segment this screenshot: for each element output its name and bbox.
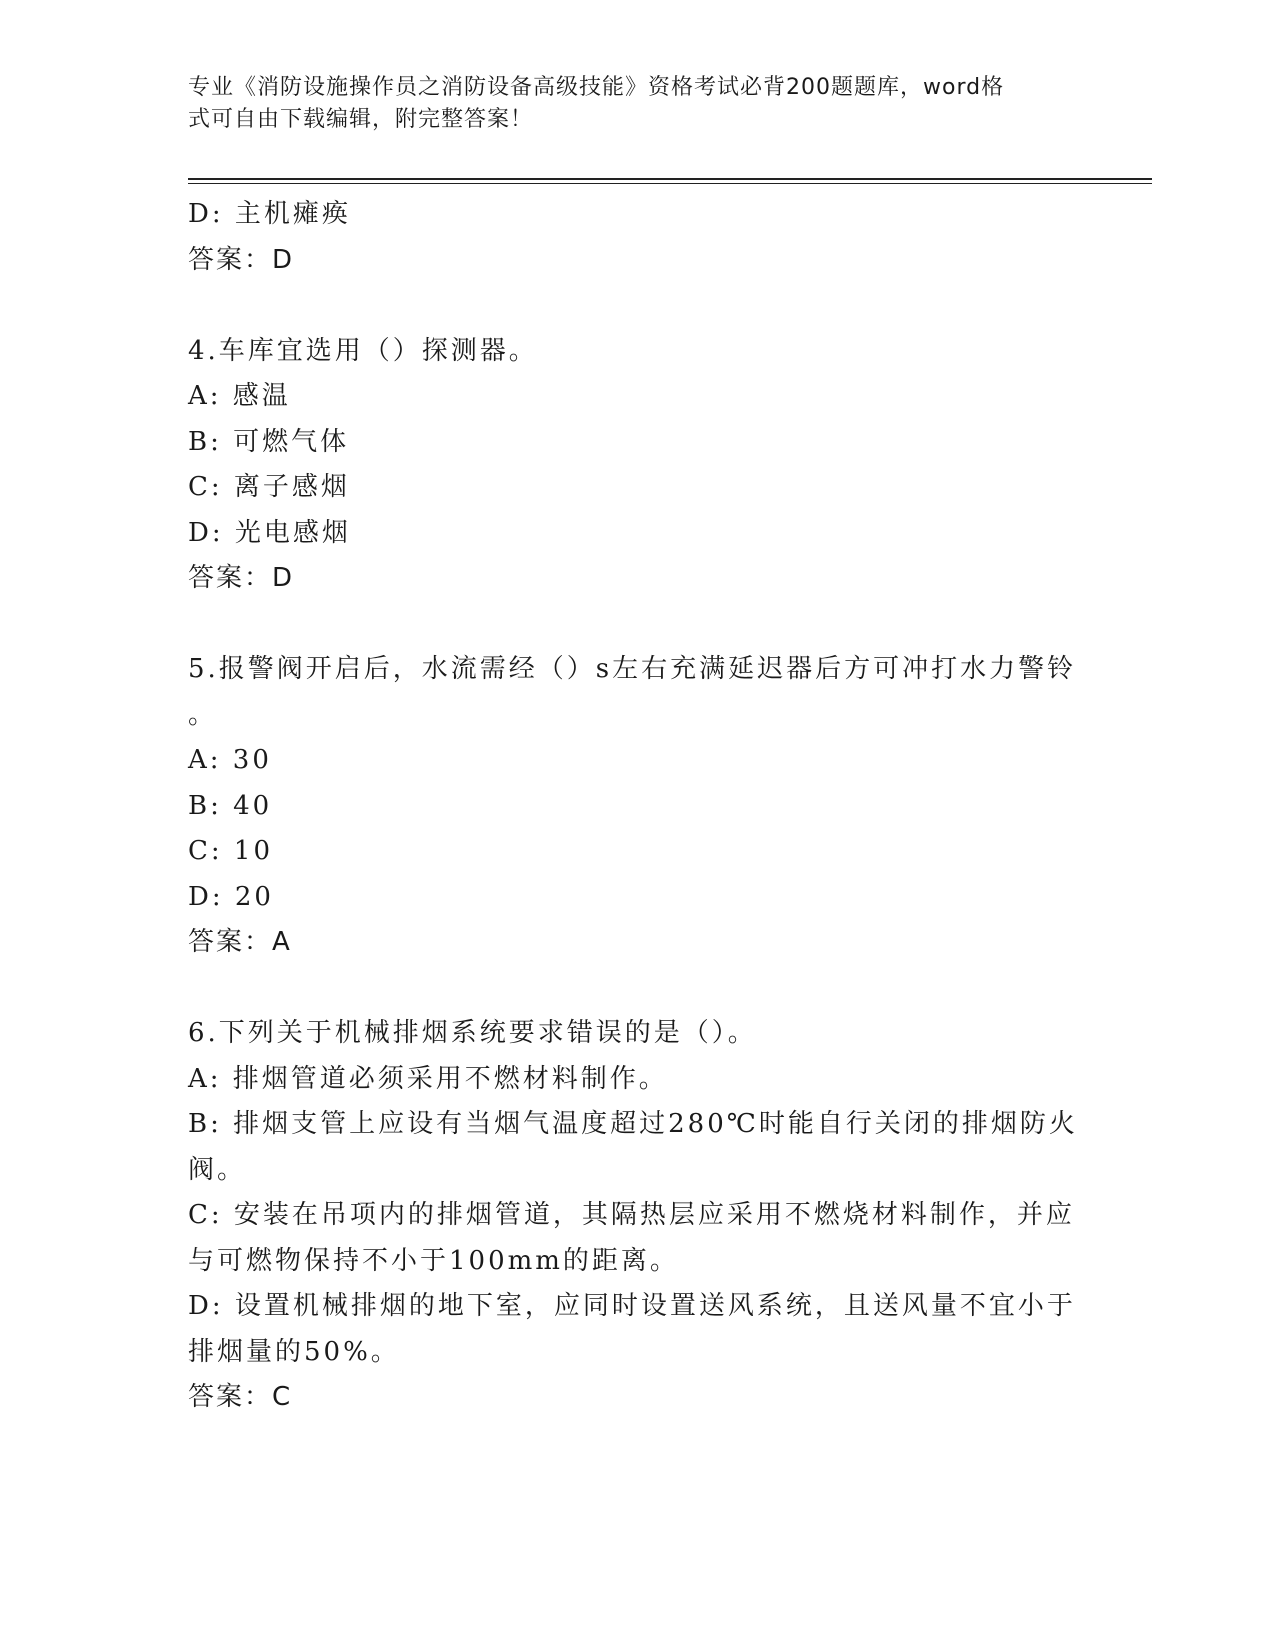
question-stem: 4.车库宜选用（）探测器。 bbox=[188, 335, 538, 366]
option-d: D: 设置机械排烟的地下室，应同时设置送风系统，且送风量不宜小于 bbox=[188, 1291, 1076, 1321]
spacer bbox=[188, 283, 1088, 329]
spacer bbox=[188, 602, 1088, 648]
answer-label: 答案：C bbox=[188, 1382, 293, 1412]
question-5 bbox=[188, 647, 1088, 966]
question-stem-continued: 。 bbox=[188, 699, 218, 730]
option-b: B: 排烟支管上应设有当烟气温度超过280℃时能自行关闭的排烟防火 bbox=[188, 1109, 1078, 1139]
header-divider-thick bbox=[188, 178, 1152, 180]
option-a: A: 30 bbox=[188, 745, 272, 775]
option-d: D: 20 bbox=[188, 881, 274, 912]
header-line-1: 专业《消防设施操作员之消防设备高级技能》资格考试必背200题题库，word格 bbox=[188, 75, 1005, 100]
spacer bbox=[188, 966, 1088, 1012]
question-stem: 6.下列关于机械排烟系统要求错误的是（）。 bbox=[188, 1018, 757, 1048]
question-6 bbox=[188, 1011, 1088, 1421]
option-b-continued: 阀。 bbox=[188, 1154, 247, 1185]
option-b: B: 可燃气体 bbox=[188, 426, 350, 457]
answer-label: 答案：D bbox=[188, 563, 295, 593]
answer-label: 答案：A bbox=[188, 927, 292, 957]
header-divider-thin bbox=[188, 183, 1152, 184]
header-line-2: 式可自由下载编辑，附完整答案！ bbox=[188, 107, 534, 132]
option-a: A: 排烟管道必须采用不燃材料制作。 bbox=[188, 1063, 668, 1094]
option-d-continued: 排烟量的50%。 bbox=[188, 1336, 400, 1367]
question-stem: 5.报警阀开启后，水流需经（）s左右充满延迟器后方可冲打水力警铃 bbox=[188, 654, 1077, 684]
option-c: C: 10 bbox=[188, 836, 274, 866]
document-header bbox=[188, 72, 1068, 136]
option-a: A: 感温 bbox=[188, 381, 291, 411]
option-b: B: 40 bbox=[188, 790, 273, 821]
question-4 bbox=[188, 329, 1088, 602]
option-d: D: 主机瘫痪 bbox=[188, 199, 351, 229]
option-c-continued: 与可燃物保持不小于100mm的距离。 bbox=[188, 1245, 679, 1276]
option-c: C: 离子感烟 bbox=[188, 472, 350, 502]
previous-question-tail bbox=[188, 192, 1088, 283]
question-content bbox=[188, 192, 1088, 1421]
option-c: C: 安装在吊项内的排烟管道，其隔热层应采用不燃烧材料制作，并应 bbox=[188, 1200, 1075, 1230]
option-d: D: 光电感烟 bbox=[188, 517, 351, 548]
answer-label: 答案：D bbox=[188, 244, 295, 275]
